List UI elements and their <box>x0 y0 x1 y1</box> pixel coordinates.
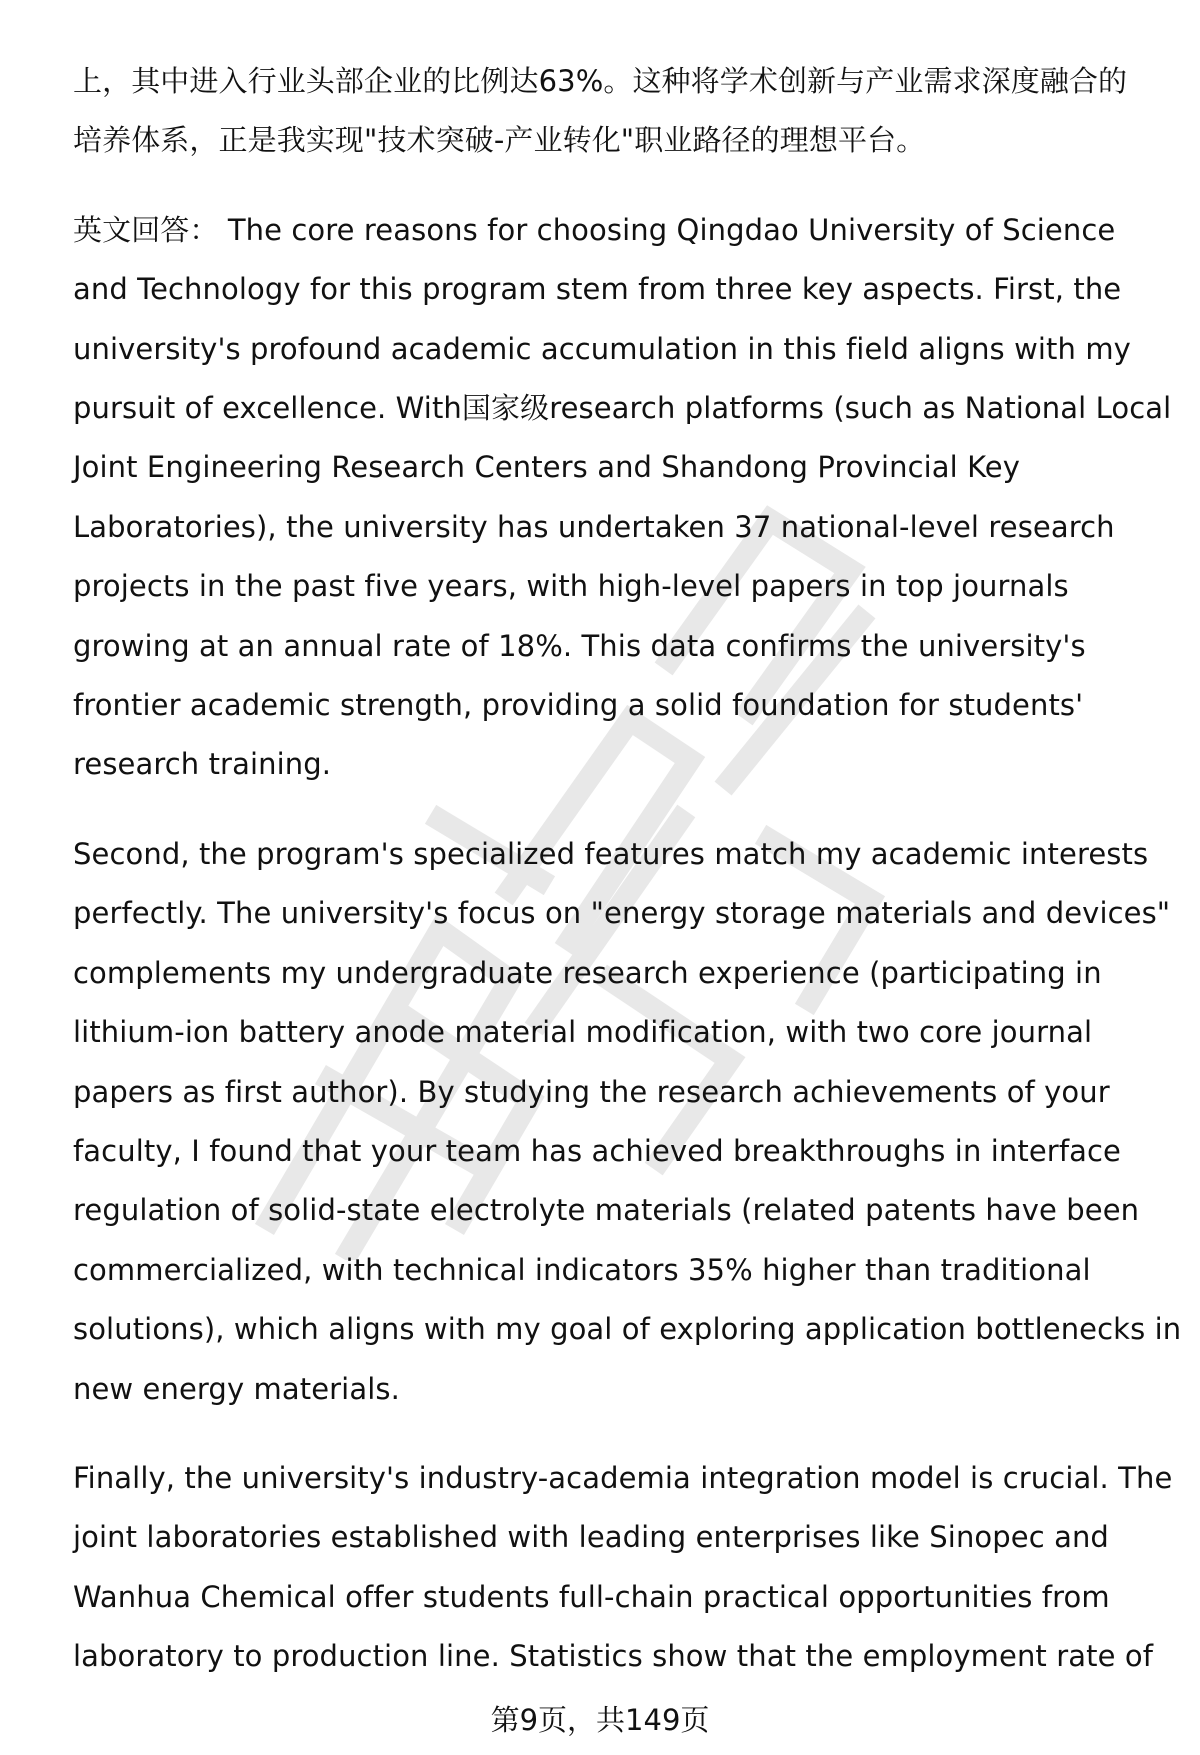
text-line: faculty, I found that your team has achieved breakthroughs in interface <box>73 1133 1121 1168</box>
text-line: growing at an annual rate of 18%. This data confirms the university's <box>73 628 1086 663</box>
text-line: papers as first author). By studying the research achievements of your <box>73 1074 1110 1109</box>
paragraph-second-reason <box>73 825 1182 1419</box>
text-line: lithium-ion battery anode material modification, with two core journal <box>73 1015 1093 1050</box>
text-line: and Technology for this program stem from three key aspects. First, the <box>73 272 1122 307</box>
text-line: frontier academic strength, providing a solid foundation for students' <box>73 688 1084 723</box>
text-line: solutions), which aligns with my goal of exploring application bottlenecks in <box>73 1312 1182 1347</box>
paragraph-chinese-conclusion <box>73 52 1153 171</box>
text-line: 培养体系，正是我实现"技术突破-产业转化"职业路径的理想平台。 <box>73 123 926 158</box>
text-line: Wanhua Chemical offer students full-chain practical opportunities from <box>73 1579 1110 1614</box>
page-number-footer: 第9页，共149页 <box>490 1703 710 1737</box>
text-line: Second, the program's specialized features match my academic interests <box>73 836 1149 871</box>
text-line: university's profound academic accumulation in this field aligns with my <box>73 331 1131 366</box>
text-line: Joint Engineering Research Centers and Shandong Provincial Key <box>73 450 1021 485</box>
text-line: laboratory to production line. Statistics show that the employment rate of <box>73 1639 1154 1674</box>
text-line: 英文回答： The core reasons for choosing Qingdao University of Science <box>73 212 1116 247</box>
text-line: pursuit of excellence. With国家级research platforms (such as National Local <box>73 391 1172 426</box>
text-line: research training. <box>73 747 332 782</box>
document-body <box>73 52 1182 1717</box>
paragraph-final-reason <box>73 1449 1173 1687</box>
text-line: 上，其中进入行业头部企业的比例达63%。这种将学术创新与产业需求深度融合的 <box>73 64 1128 98</box>
text-line: commercialized, with technical indicators 35% higher than traditional <box>73 1252 1091 1287</box>
text-line: new energy materials. <box>73 1371 400 1406</box>
text-line: perfectly. The university's focus on "energy storage materials and devices" <box>73 896 1171 931</box>
text-line: joint laboratories established with leading enterprises like Sinopec and <box>73 1520 1109 1555</box>
text-line: regulation of solid-state electrolyte materials (related patents have been <box>73 1193 1140 1228</box>
text-line: Finally, the university's industry-academia integration model is crucial. The <box>73 1460 1173 1495</box>
paragraph-english-intro <box>73 201 1172 795</box>
text-line: complements my undergraduate research experience (participating in <box>73 955 1102 990</box>
text-line: Laboratories), the university has undertaken 37 national-level research <box>73 509 1115 544</box>
text-line: projects in the past five years, with high-level papers in top journals <box>73 569 1069 604</box>
